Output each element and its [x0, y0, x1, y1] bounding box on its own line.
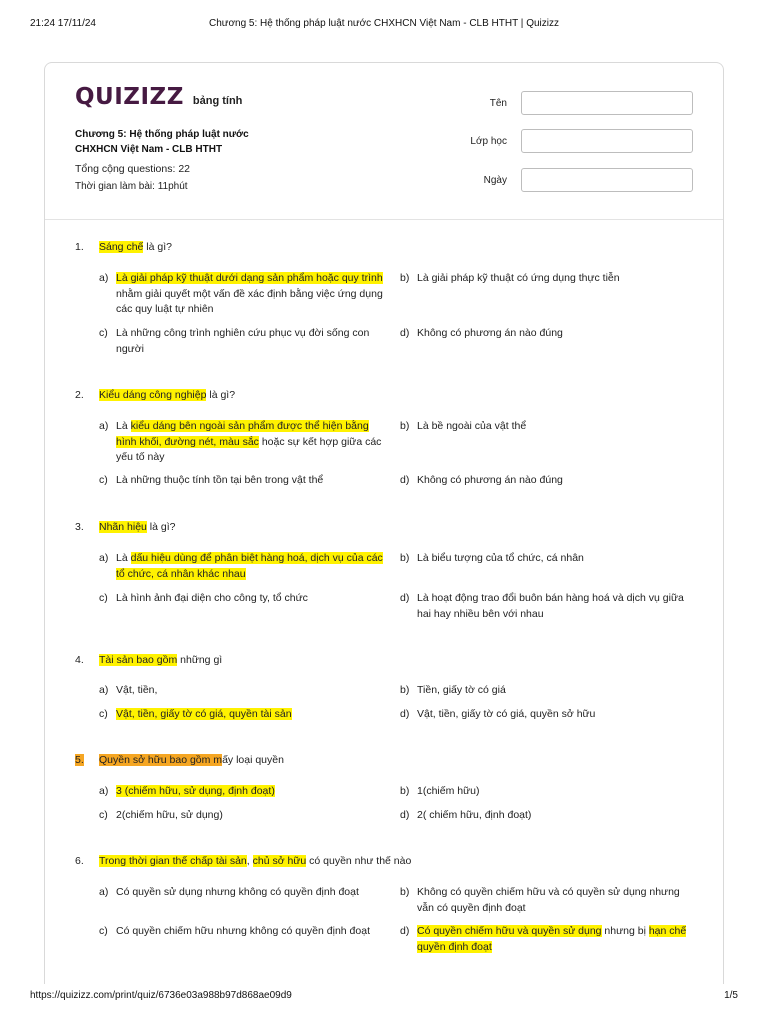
quizizz-logo	[75, 84, 242, 110]
question-stem: Kiểu dáng công nghiệp là gì?	[99, 389, 236, 401]
question-stem: Quyền sở hữu bao gồm mấy loại quyền	[99, 754, 284, 766]
name-label: Tên	[489, 97, 507, 109]
date-field-row	[447, 168, 693, 192]
total-questions: Tổng cộng questions: 22	[75, 163, 190, 175]
time-limit: Thời gian làm bài: 11phút	[75, 181, 188, 192]
question-stem: Sáng chế là gì?	[99, 241, 172, 253]
question-number: 3.	[75, 521, 84, 533]
quiz-title: Chương 5: Hệ thống pháp luật nước CHXHCN Việt Nam - CLB HTHT	[75, 129, 249, 155]
question-stem: Nhãn hiệu là gì?	[99, 521, 176, 533]
class-field-row	[447, 129, 693, 153]
date-field[interactable]	[521, 168, 693, 192]
class-label: Lớp học	[470, 135, 507, 147]
logo-wordmark: QUIZIZZ	[75, 84, 184, 110]
worksheet: QUIZIZZ bảng tính Chương 5: Hệ thống pháp luật nước CHXHCN Việt Nam - CLB HTHT Tổng cộng questions: 22 Thời gian làm bài: 11phút Tên Lớp học Ngày 1. Sáng chế là gì? a) Là giải pháp kỹ thuật dưới dạng sản phẩm hoặc quy trình nhằm giải quyết một vấn đề xác định bằng việc ứng dụng các quy luật tự nhiên b) Là giải pháp kỹ thuật có ứng dụng thực tiễn c) Là những công trình nghiên cứu phục vụ đời sống con người d) Không có phương án nào đúng 2. Kiểu dáng công nghiệp là gì? a) Là kiểu dáng bên ngoài sản phẩm được thể hiện bằng hình khối, đường nét, màu sắc hoặc sự kết hợp giữa các yếu tố này b) Là bề ngoài của vật thể c) Là những thuộc tính tồn tại bên trong vật thể d) Không có phương án nào đúng 3. Nhãn hiệu là gì? a) Là dấu hiệu dùng để phân biệt hàng hoá, dịch vụ của các tổ chức, cá nhân khác nhau b) Là biểu tượng của tổ chức, cá nhân c) Là hình ảnh đại diện cho công ty, tổ chức d) Là hoạt động trao đổi buôn bán hàng hoá và dịch vụ giữa hai hay nhiều bên với nhau 4. Tài sản bao gồm những gì a) Vật, tiền, b) Tiền, giấy tờ có giá c) Vật, tiền, giấy tờ có giá, quyền tài sản d) Vật, tiền, giấy tờ có giá, quyền sở hữu 5. Quyền sở hữu bao gồm mấy loại quyền a) 3 (chiếm hữu, sử dụng, định đoạt) b) 1(chiếm hữu) c) 2(chiếm hữu, sử dụng) d) 2( chiếm hữu, định đoạt) 6. Trong thời gian thế chấp tài sản, chủ sở hữu có quyền như thế nào a) Có quyền sử dụng nhưng không có quyền định đoạt b) Không có quyền chiếm hữu và có quyền sử dụng nhưng vẫn có quyền định đoạt c) Có quyền chiếm hữu nhưng không có quyền định đoạt d) Có quyền chiếm hữu và quyền sử dụng nhưng bị hạn chế quyền định đoạt	[44, 62, 724, 984]
print-title: Chương 5: Hệ thống pháp luật nước CHXHCN Việt Nam - CLB HTHT | Quizizz	[209, 18, 559, 29]
page-number: 1/5	[724, 990, 738, 1001]
question-stem: Trong thời gian thế chấp tài sản, chủ sở hữu có quyền như thế nào	[99, 855, 412, 867]
print-url[interactable]: https://quizizz.com/print/quiz/6736e03a988b97d868ae09d9	[30, 990, 292, 1001]
question-number: 2.	[75, 389, 84, 401]
question-number: 6.	[75, 855, 84, 867]
question-number: 4.	[75, 654, 84, 666]
print-footer	[30, 990, 738, 1006]
date-label: Ngày	[483, 174, 507, 186]
question-stem: Tài sản bao gồm những gì	[99, 654, 223, 666]
question-number: 1.	[75, 241, 84, 253]
worksheet-header	[45, 63, 723, 220]
question-number: 5.	[75, 754, 84, 766]
worksheet-label: bảng tính	[192, 95, 243, 107]
name-field[interactable]	[521, 91, 693, 115]
class-field[interactable]	[521, 129, 693, 153]
name-field-row	[447, 91, 693, 115]
print-timestamp: 21:24 17/11/24	[30, 18, 96, 29]
print-header	[30, 18, 738, 34]
